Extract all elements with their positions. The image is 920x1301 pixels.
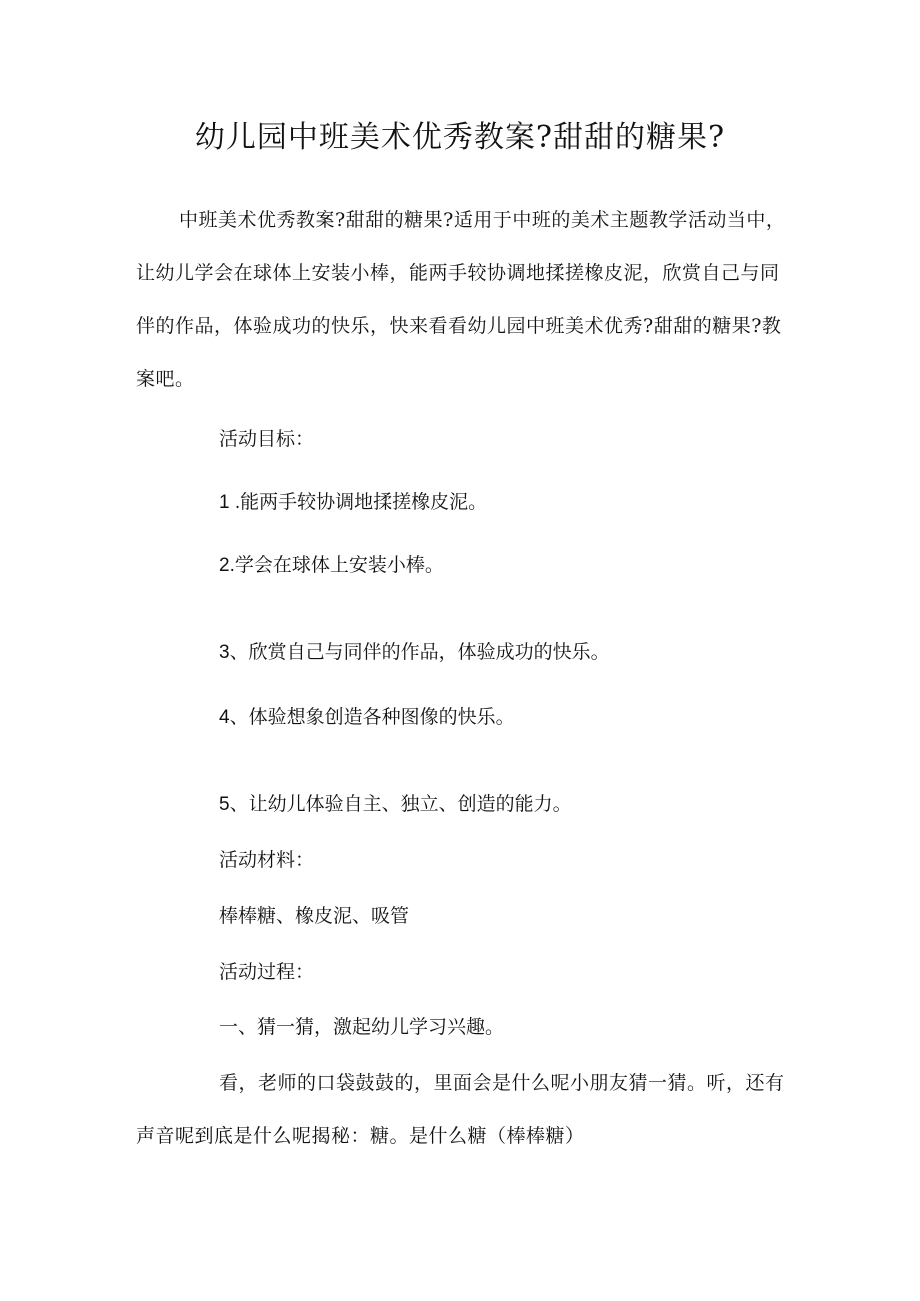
goal-number: 5 [219, 794, 230, 815]
process-heading: 活动过程： [219, 961, 315, 983]
goal-item-5 [219, 788, 572, 821]
document-title: 幼儿园中班美术优秀教案?甜甜的糖果? [194, 120, 726, 155]
goal-number: 2. [219, 555, 235, 576]
materials-heading: 活动材料： [219, 849, 315, 871]
goal-number: 4 [219, 707, 230, 728]
goals-heading: 活动目标： [219, 428, 315, 450]
materials-list: 棒棒糖、橡皮泥、吸管 [219, 905, 410, 927]
step-1-body: 看，老师的口袋鼓鼓的，里面会是什么呢小朋友猜一猜。听，还有声音呢到底是什么呢揭秘：糖。是什么糖（棒棒糖） [136, 1072, 785, 1147]
goal-text: 、欣赏自己与同伴的作品，体验成功的快乐。 [229, 641, 610, 663]
goal-text: 、让幼儿体验自主、独立、创造的能力。 [229, 793, 572, 815]
goal-item-2 [219, 549, 444, 582]
goal-number: 3 [219, 642, 230, 663]
goal-item-4 [219, 701, 515, 734]
goal-item-3 [219, 636, 610, 669]
goal-item-1 [219, 486, 487, 519]
goal-number: 1 . [219, 492, 241, 513]
step-1-heading: 一、猜一猜，激起幼儿学习兴趣。 [219, 1016, 505, 1038]
goal-text: 学会在球体上安装小棒。 [234, 554, 444, 576]
goal-text: 、体验想象创造各种图像的快乐。 [229, 706, 515, 728]
goal-text: 能两手较协调地揉搓橡皮泥。 [240, 491, 488, 513]
intro-paragraph: 中班美术优秀教案?甜甜的糖果?适用于中班的美术主题教学活动当中，让幼儿学会在球体上安装小棒，能两手较协调地揉搓橡皮泥，欣赏自己与同伴的作品，体验成功的快乐，快来看看幼儿园中班美术优秀?甜甜的糖果?教案吧。 [136, 209, 786, 390]
